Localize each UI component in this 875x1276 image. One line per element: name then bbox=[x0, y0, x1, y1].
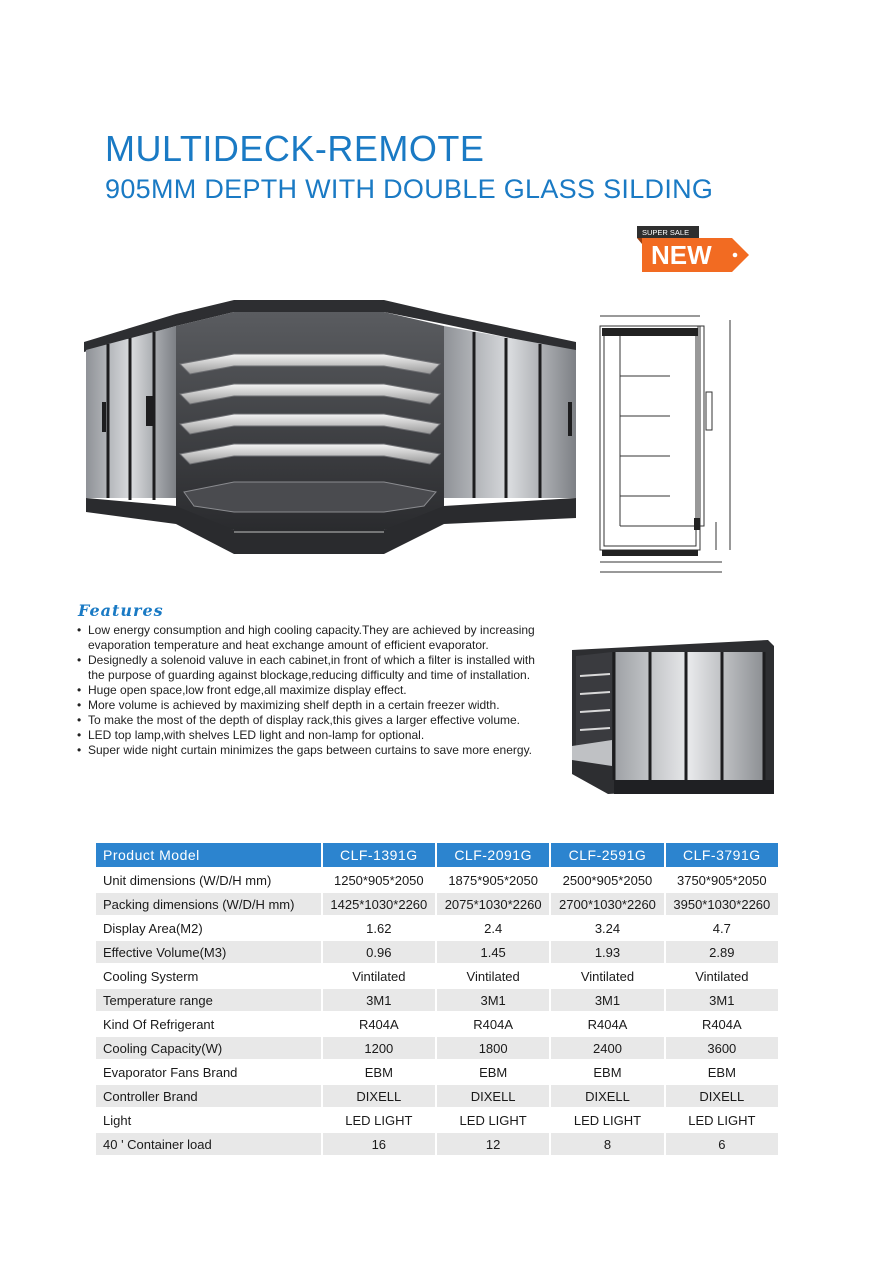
feature-item: • To make the most of the depth of display rack,this gives a larger effective volume. bbox=[76, 713, 538, 728]
feature-item: • Huge open space,low front edge,all maximize display effect. bbox=[76, 683, 538, 698]
table-cell: Vintilated bbox=[321, 965, 435, 987]
product-photo-small bbox=[568, 636, 776, 800]
header-cell: CLF-3791G bbox=[664, 843, 778, 867]
table-cell: 2.89 bbox=[664, 941, 778, 963]
table-cell: DIXELL bbox=[435, 1085, 549, 1107]
table-cell: 2400 bbox=[549, 1037, 663, 1059]
table-cell: LED LIGHT bbox=[321, 1109, 435, 1131]
feature-item: • LED top lamp,with shelves LED light and non-lamp for optional. bbox=[76, 728, 538, 743]
table-cell: 12 bbox=[435, 1133, 549, 1155]
table-row bbox=[96, 869, 778, 891]
page-title: MULTIDECK-REMOTE bbox=[105, 128, 485, 169]
table-cell: 3.24 bbox=[549, 917, 663, 939]
table-cell: Effective Volume(M3) bbox=[96, 941, 321, 963]
table-cell: LED LIGHT bbox=[664, 1109, 778, 1131]
table-cell: Cooling Capacity(W) bbox=[96, 1037, 321, 1059]
table-cell: Vintilated bbox=[549, 965, 663, 987]
table-cell: 1200 bbox=[321, 1037, 435, 1059]
table-cell: R404A bbox=[435, 1013, 549, 1035]
badge-label: NEW bbox=[651, 240, 712, 270]
feature-item: • Low energy consumption and high cooling capacity.They are achieved by increasing evaporation temperature and heat exchange amount of efficient evaporator. bbox=[76, 623, 538, 653]
table-row bbox=[96, 917, 778, 939]
table-cell: EBM bbox=[321, 1061, 435, 1083]
spec-table bbox=[96, 841, 778, 1157]
table-cell: Display Area(M2) bbox=[96, 917, 321, 939]
table-cell: Vintilated bbox=[664, 965, 778, 987]
table-cell: 3M1 bbox=[321, 989, 435, 1011]
table-cell: 2500*905*2050 bbox=[549, 869, 663, 891]
table-cell: 6 bbox=[664, 1133, 778, 1155]
table-cell: 1425*1030*2260 bbox=[321, 893, 435, 915]
table-cell: 1800 bbox=[435, 1037, 549, 1059]
table-cell: 2.4 bbox=[435, 917, 549, 939]
table-row bbox=[96, 965, 778, 987]
table-cell: Unit dimensions (W/D/H mm) bbox=[96, 869, 321, 891]
table-cell: DIXELL bbox=[549, 1085, 663, 1107]
table-cell: Packing dimensions (W/D/H mm) bbox=[96, 893, 321, 915]
table-cell: 3750*905*2050 bbox=[664, 869, 778, 891]
table-cell: 3600 bbox=[664, 1037, 778, 1059]
table-cell: Evaporator Fans Brand bbox=[96, 1061, 321, 1083]
table-cell: DIXELL bbox=[321, 1085, 435, 1107]
table-row bbox=[96, 1037, 778, 1059]
table-cell: 3M1 bbox=[664, 989, 778, 1011]
feature-item: • More volume is achieved by maximizing shelf depth in a certain freezer width. bbox=[76, 698, 538, 713]
spec-table-header bbox=[96, 843, 778, 867]
table-cell: Controller Brand bbox=[96, 1085, 321, 1107]
header-cell: CLF-2091G bbox=[435, 843, 549, 867]
table-cell: 1250*905*2050 bbox=[321, 869, 435, 891]
table-cell: 40 ' Container load bbox=[96, 1133, 321, 1155]
table-cell: R404A bbox=[321, 1013, 435, 1035]
table-cell: 1.45 bbox=[435, 941, 549, 963]
table-cell: 3M1 bbox=[435, 989, 549, 1011]
feature-item: • Designedly a solenoid valuve in each cabinet,in front of which a filter is installed with the purpose of guarding against blockage,reducing difficulty and time of installation. bbox=[76, 653, 538, 683]
table-cell: 3M1 bbox=[549, 989, 663, 1011]
table-row bbox=[96, 1061, 778, 1083]
table-cell: 0.96 bbox=[321, 941, 435, 963]
table-cell: 16 bbox=[321, 1133, 435, 1155]
table-cell: 1.93 bbox=[549, 941, 663, 963]
table-cell: 2075*1030*2260 bbox=[435, 893, 549, 915]
table-cell: EBM bbox=[549, 1061, 663, 1083]
new-badge bbox=[634, 224, 752, 276]
table-cell: 1875*905*2050 bbox=[435, 869, 549, 891]
table-cell: LED LIGHT bbox=[435, 1109, 549, 1131]
table-cell: 2700*1030*2260 bbox=[549, 893, 663, 915]
product-technical-drawing bbox=[590, 306, 750, 586]
table-cell: Temperature range bbox=[96, 989, 321, 1011]
table-row bbox=[96, 989, 778, 1011]
table-cell: LED LIGHT bbox=[549, 1109, 663, 1131]
badge-top-text: SUPER SALE bbox=[642, 228, 690, 237]
product-photo-main bbox=[84, 292, 576, 562]
table-cell: R404A bbox=[664, 1013, 778, 1035]
features-list bbox=[76, 623, 538, 758]
table-cell: 8 bbox=[549, 1133, 663, 1155]
table-row bbox=[96, 1085, 778, 1107]
header-cell: CLF-1391G bbox=[321, 843, 435, 867]
table-cell: R404A bbox=[549, 1013, 663, 1035]
table-row bbox=[96, 1109, 778, 1131]
features-title: Features bbox=[78, 601, 164, 620]
feature-item: • Super wide night curtain minimizes the gaps between curtains to save more energy. bbox=[76, 743, 538, 758]
table-cell: Vintilated bbox=[435, 965, 549, 987]
table-cell: DIXELL bbox=[664, 1085, 778, 1107]
table-cell: 1.62 bbox=[321, 917, 435, 939]
header-cell: CLF-2591G bbox=[549, 843, 663, 867]
table-cell: Cooling Systerm bbox=[96, 965, 321, 987]
table-cell: 3950*1030*2260 bbox=[664, 893, 778, 915]
table-row bbox=[96, 893, 778, 915]
header-cell: Product Model bbox=[96, 843, 321, 867]
table-row bbox=[96, 941, 778, 963]
table-cell: 4.7 bbox=[664, 917, 778, 939]
page-subtitle: 905MM DEPTH WITH DOUBLE GLASS SILDING bbox=[105, 174, 714, 204]
table-cell: Kind Of Refrigerant bbox=[96, 1013, 321, 1035]
table-row bbox=[96, 1133, 778, 1155]
table-cell: EBM bbox=[664, 1061, 778, 1083]
table-cell: Light bbox=[96, 1109, 321, 1131]
table-cell: EBM bbox=[435, 1061, 549, 1083]
table-row bbox=[96, 1013, 778, 1035]
